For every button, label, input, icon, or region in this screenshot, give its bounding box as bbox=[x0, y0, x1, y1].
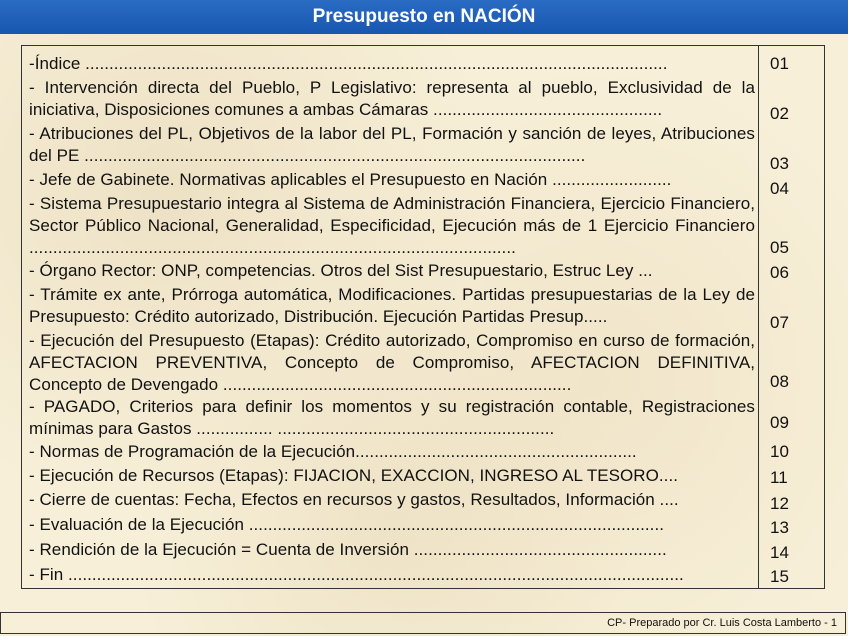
toc-page-number: 07 bbox=[770, 313, 789, 332]
toc-entry-atribuciones: - Atribuciones del PL, Objetivos de la labor del PL, Formación y sanción de leyes, Atribuciones del PE ......................................................................................................... bbox=[29, 124, 755, 165]
toc-page-number: 15 bbox=[770, 567, 789, 586]
column-divider bbox=[758, 46, 759, 588]
toc-entry-ejecucion-etapas: - Ejecución del Presupuesto (Etapas): Crédito autorizado, Compromiso en curso de formación, AFECTACION PREVENTIVA, Concepto de Compromiso, AFECTACION DEFINITIVA, Concepto de Devengado ......................................................................... bbox=[29, 331, 755, 394]
toc-entry-indice: -Índice .......................................................................................................................... bbox=[29, 54, 668, 73]
toc-entry-rendicion: - Rendición de la Ejecución = Cuenta de Inversión ..................................................... bbox=[29, 540, 667, 559]
toc-page-number: 12 bbox=[770, 494, 789, 513]
toc-page-number: 02 bbox=[770, 104, 789, 123]
toc-entry-pagado: - PAGADO, Criterios para definir los momentos y su registración contable, Registraciones mínimas para Gastos ................ .......................................................... bbox=[29, 397, 755, 438]
page-title: Presupuesto en NACIÓN bbox=[0, 0, 848, 34]
toc-entry-normas-programacion: - Normas de Programación de la Ejecución........................................................... bbox=[29, 442, 637, 461]
toc-page-number: 14 bbox=[770, 543, 789, 562]
toc-entry-evaluacion: - Evaluación de la Ejecución ....................................................................................... bbox=[29, 515, 665, 534]
toc-page-number: 13 bbox=[770, 518, 789, 537]
toc-entry-tramite: - Trámite ex ante, Prórroga automática, Modificaciones. Partidas presupuestarias de la Ley de Presupuesto: Crédito autorizado, Distribución. Ejecución Partidas Presup..... bbox=[29, 285, 755, 326]
toc-entry-cierre-cuentas: - Cierre de cuentas: Fecha, Efectos en recursos y gastos, Resultados, Información .... bbox=[29, 490, 679, 509]
toc-page-number: 04 bbox=[770, 179, 789, 198]
toc-entry-sistema-presupuestario: - Sistema Presupuestario integra al Sistema de Administración Financiera, Ejercicio Financiero, Sector Público Nacional, Generalidad, Especificidad, Ejecución más de 1 Ejercicio Financiero ...................................................................................................... bbox=[29, 194, 755, 257]
toc-page-number: 03 bbox=[770, 154, 789, 173]
toc-entry-ejecucion-recursos: - Ejecución de Recursos (Etapas): FIJACION, EXACCION, INGRESO AL TESORO.... bbox=[29, 466, 678, 485]
footer bbox=[0, 612, 846, 634]
toc-page-number: 05 bbox=[770, 238, 789, 257]
toc-page-number: 06 bbox=[770, 263, 789, 282]
table-of-contents bbox=[21, 45, 825, 589]
toc-page-number: 10 bbox=[770, 442, 789, 461]
toc-page-number: 08 bbox=[770, 372, 789, 391]
toc-page-number: 09 bbox=[770, 413, 789, 432]
footer-credit: CP- Preparado por Cr. Luis Costa Lamberto - 1 bbox=[607, 617, 837, 629]
toc-entry-intervencion: - Intervención directa del Pueblo, P Legislativo: representa al pueblo, Exclusividad de la iniciativa, Disposiciones comunes a ambas Cámaras ................................................ bbox=[29, 78, 755, 119]
toc-entry-fin: - Fin ................................................................................................................................. bbox=[29, 565, 684, 584]
toc-page-number: 01 bbox=[770, 54, 789, 73]
toc-entry-organo-rector: - Órgano Rector: ONP, competencias. Otros del Sist Presupuestario, Estruc Ley ... bbox=[29, 261, 653, 280]
toc-page-number: 11 bbox=[770, 468, 788, 487]
toc-entry-jefe-gabinete: - Jefe de Gabinete. Normativas aplicables el Presupuesto en Nación ......................... bbox=[29, 170, 672, 189]
